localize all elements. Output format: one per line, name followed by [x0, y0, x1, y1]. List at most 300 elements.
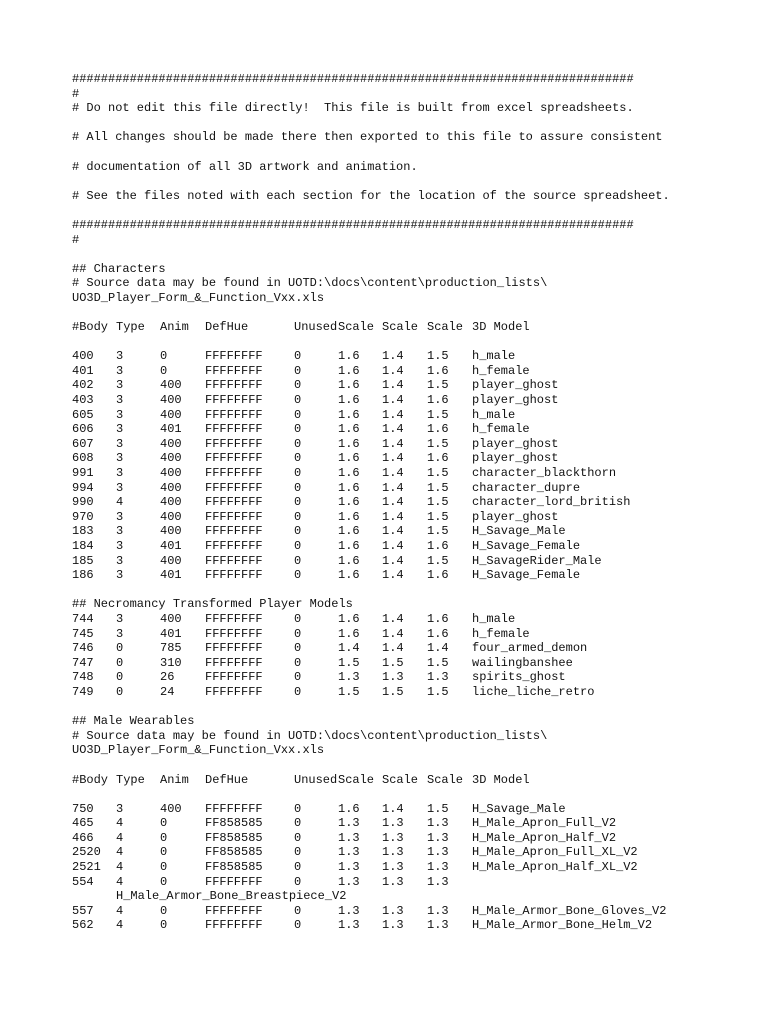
table-cell-body: 747 [72, 655, 94, 670]
table-cell-unused: 0 [294, 830, 302, 845]
note-line: # See the files noted with each section for the location of the source spreadsheet. [72, 188, 670, 203]
table-cell-scale-3: 1.5 [427, 378, 449, 393]
table-cell-scale-3: 1.3 [427, 860, 449, 875]
table-cell-defhue: FFFFFFFF [205, 436, 263, 451]
table-cell-scale-1: 1.3 [338, 903, 360, 918]
table-cell-anim: 0 [160, 874, 168, 889]
table-cell-unused: 0 [294, 422, 302, 437]
column-header-body: #Body [72, 772, 109, 787]
table-cell-scale-3: 1.3 [427, 845, 449, 860]
table-cell-type: 3 [116, 553, 124, 568]
column-header-type: Type [116, 320, 145, 335]
table-cell-model: character_dupre [472, 480, 581, 495]
table-cell-type: 4 [116, 495, 124, 510]
table-cell-unused: 0 [294, 874, 302, 889]
document-page [72, 72, 752, 933]
table-cell-scale-3: 1.5 [427, 466, 449, 481]
table-row [72, 378, 752, 393]
table-row [72, 422, 752, 437]
table-cell-anim: 785 [160, 641, 182, 656]
table-row [72, 495, 752, 510]
column-header-scale-2: Scale [382, 320, 419, 335]
table-cell-anim: 0 [160, 816, 168, 831]
table-cell-anim: 400 [160, 407, 182, 422]
table-cell-type: 3 [116, 378, 124, 393]
table-cell-unused: 0 [294, 436, 302, 451]
table-row [72, 510, 752, 525]
column-header-defhue: DefHue [205, 320, 249, 335]
table-cell-unused: 0 [294, 845, 302, 860]
table-cell-unused: 0 [294, 568, 302, 583]
table-cell-scale-3: 1.6 [427, 422, 449, 437]
table-cell-anim: 400 [160, 393, 182, 408]
table-cell-unused: 0 [294, 553, 302, 568]
table-cell-scale-1: 1.6 [338, 568, 360, 583]
column-header-unused: Unused [294, 320, 338, 335]
male-wearables-table-cont [72, 904, 752, 933]
table-cell-scale-2: 1.3 [382, 918, 404, 933]
table-row [72, 364, 752, 379]
table-cell-model: h_male [472, 349, 516, 364]
hash-rule-tail: # [72, 86, 80, 101]
table-cell-body: 991 [72, 466, 94, 481]
table-row [72, 349, 752, 364]
table-cell-unused: 0 [294, 466, 302, 481]
table-cell-anim: 0 [160, 830, 168, 845]
column-header-scale-1: Scale [338, 772, 375, 787]
table-cell-type: 4 [116, 830, 124, 845]
table-cell-anim: 400 [160, 451, 182, 466]
table-cell-defhue: FFFFFFFF [205, 524, 263, 539]
table-cell-scale-1: 1.6 [338, 480, 360, 495]
table-cell-scale-2: 1.3 [382, 830, 404, 845]
source-file: UO3D_Player_Form_&_Function_Vxx.xls [72, 290, 325, 305]
table-cell-scale-1: 1.3 [338, 670, 360, 685]
table-cell-unused: 0 [294, 480, 302, 495]
table-cell-scale-1: 1.5 [338, 684, 360, 699]
table-row [72, 451, 752, 466]
table-cell-unused: 0 [294, 670, 302, 685]
table-row [72, 831, 752, 846]
table-cell-scale-2: 1.4 [382, 495, 404, 510]
table-cell-scale-3: 1.6 [427, 611, 449, 626]
table-cell-defhue: FFFFFFFF [205, 451, 263, 466]
table-cell-model: four_armed_demon [472, 641, 588, 656]
table-cell-body: 607 [72, 436, 94, 451]
table-cell-defhue: FF858585 [205, 830, 263, 845]
table-cell-model: player_ghost [472, 509, 559, 524]
table-cell-scale-1: 1.6 [338, 553, 360, 568]
table-cell-scale-1: 1.6 [338, 524, 360, 539]
table-cell-defhue: FFFFFFFF [205, 539, 263, 553]
table-cell-body: 970 [72, 509, 94, 524]
section-title-necromancy: ## Necromancy Transformed Player Models [72, 597, 353, 612]
table-cell-scale-2: 1.4 [382, 436, 404, 451]
table-cell-defhue: FFFFFFFF [205, 918, 263, 933]
table-cell-type: 0 [116, 641, 124, 656]
table-cell-model: character_blackthorn [472, 466, 617, 481]
table-cell-defhue: FFFFFFFF [205, 363, 263, 378]
table-cell-anim: 0 [160, 860, 168, 875]
table-row [72, 627, 752, 642]
table-cell-defhue: FFFFFFFF [205, 422, 263, 437]
table-cell-defhue: FFFFFFFF [205, 801, 263, 816]
table-cell-anim: 400 [160, 378, 182, 393]
table-cell-scale-1: 1.6 [338, 466, 360, 481]
table-cell-body: 2520 [72, 845, 101, 860]
column-header-model: 3D Model [472, 320, 530, 335]
table-cell-model: H_Male_Armor_Bone_Gloves_V2 [472, 903, 667, 918]
table-cell-scale-2: 1.4 [382, 393, 404, 408]
table-cell-body: 183 [72, 524, 94, 539]
source-line: # Source data may be found in UOTD:\docs\content\production_lists\ [72, 728, 548, 743]
table-cell-scale-1: 1.3 [338, 830, 360, 845]
table-row [72, 670, 752, 685]
table-cell-model: H_SavageRider_Male [472, 553, 602, 568]
table-cell-scale-2: 1.3 [382, 903, 404, 918]
table-cell-unused: 0 [294, 626, 302, 641]
table-cell-anim: 400 [160, 801, 182, 816]
table-cell-anim: 401 [160, 539, 182, 553]
table-cell-defhue: FFFFFFFF [205, 407, 263, 422]
table-cell-scale-1: 1.3 [338, 874, 360, 889]
table-row [72, 685, 752, 700]
note-line: # All changes should be made there then exported to this file to assure consistent [72, 130, 663, 145]
table-cell-scale-3: 1.3 [427, 903, 449, 918]
table-row [72, 656, 752, 671]
table-cell-defhue: FFFFFFFF [205, 480, 263, 495]
table-cell-scale-2: 1.4 [382, 407, 404, 422]
table-cell-model: liche_liche_retro [472, 684, 595, 699]
table-row [72, 539, 752, 554]
table-cell-unused: 0 [294, 495, 302, 510]
table-cell-defhue: FFFFFFFF [205, 466, 263, 481]
hash-rule-tail: # [72, 232, 80, 247]
table-cell-type: 3 [116, 436, 124, 451]
table-cell-defhue: FFFFFFFF [205, 641, 263, 656]
table-cell-unused: 0 [294, 641, 302, 656]
table-cell-defhue: FFFFFFFF [205, 903, 263, 918]
table-cell-scale-1: 1.4 [338, 641, 360, 656]
table-row [72, 466, 752, 481]
table-cell-unused: 0 [294, 816, 302, 831]
table-row [72, 612, 752, 627]
table-row [72, 481, 752, 496]
table-cell-scale-1: 1.6 [338, 626, 360, 641]
table-cell-defhue: FFFFFFFF [205, 626, 263, 641]
table-cell-body: 562 [72, 918, 94, 933]
table-cell-scale-2: 1.5 [382, 684, 404, 699]
table-cell-type: 0 [116, 655, 124, 670]
table-cell-scale-3: 1.5 [427, 495, 449, 510]
table-cell-scale-1: 1.6 [338, 393, 360, 408]
table-cell-scale-1: 1.6 [338, 539, 360, 553]
hash-rule: ############################################################################## [72, 217, 634, 232]
table-cell-scale-2: 1.4 [382, 801, 404, 816]
table-cell-unused: 0 [294, 860, 302, 875]
table-cell-model: H_Male_Apron_Half_XL_V2 [472, 860, 638, 875]
necromancy-table [72, 612, 752, 700]
table-cell-defhue: FF858585 [205, 816, 263, 831]
table-cell-scale-1: 1.6 [338, 378, 360, 393]
table-cell-unused: 0 [294, 509, 302, 524]
table-cell-body: 185 [72, 553, 94, 568]
table-cell-defhue: FF858585 [205, 845, 263, 860]
table-cell-model: H_Male_Apron_Full_XL_V2 [472, 845, 638, 860]
table-cell-model: h_female [472, 422, 530, 437]
table-cell-defhue: FFFFFFFF [205, 509, 263, 524]
table-cell-model: wailingbanshee [472, 655, 573, 670]
table-cell-anim: 401 [160, 422, 182, 437]
table-cell-type: 4 [116, 860, 124, 875]
table-cell-unused: 0 [294, 407, 302, 422]
table-cell-unused: 0 [294, 801, 302, 816]
table-cell-body: 606 [72, 422, 94, 437]
note-line: # documentation of all 3D artwork and animation. [72, 159, 418, 174]
column-header-body: #Body [72, 320, 109, 335]
table-cell-anim: 400 [160, 509, 182, 524]
table-cell-scale-3: 1.6 [427, 539, 449, 553]
table-cell-anim: 0 [160, 903, 168, 918]
table-cell-scale-2: 1.4 [382, 553, 404, 568]
section-title-characters: ## Characters [72, 261, 166, 276]
table-cell-scale-3: 1.6 [427, 451, 449, 466]
table-row [72, 918, 752, 933]
table-cell-scale-3: 1.5 [427, 407, 449, 422]
table-cell-type: 4 [116, 845, 124, 860]
column-header-anim: Anim [160, 772, 189, 787]
table-cell-anim: 400 [160, 611, 182, 626]
table-cell-body: 990 [72, 495, 94, 510]
column-header-model: 3D Model [472, 772, 530, 787]
table-cell-anim: 0 [160, 363, 168, 378]
table-cell-body: 403 [72, 393, 94, 408]
table-cell-scale-2: 1.3 [382, 845, 404, 860]
table-cell-body: 402 [72, 378, 94, 393]
table-cell-body: 750 [72, 801, 94, 816]
table-cell-scale-3: 1.3 [427, 830, 449, 845]
table-cell-scale-3: 1.6 [427, 393, 449, 408]
table-cell-defhue: FF858585 [205, 860, 263, 875]
table-cell-scale-3: 1.5 [427, 801, 449, 816]
table-cell-unused: 0 [294, 611, 302, 626]
source-line: # Source data may be found in UOTD:\docs\content\production_lists\ [72, 276, 548, 291]
table-cell-anim: 310 [160, 655, 182, 670]
table-cell-type: 3 [116, 407, 124, 422]
table-cell-scale-2: 1.4 [382, 626, 404, 641]
table-cell-scale-2: 1.3 [382, 670, 404, 685]
table-cell-scale-1: 1.6 [338, 509, 360, 524]
table-cell-scale-1: 1.6 [338, 349, 360, 364]
table-cell-unused: 0 [294, 363, 302, 378]
table-cell-scale-3: 1.5 [427, 509, 449, 524]
table-cell-scale-3: 1.4 [427, 641, 449, 656]
table-cell-model: h_female [472, 363, 530, 378]
table-cell-type: 0 [116, 684, 124, 699]
table-row [72, 393, 752, 408]
table-cell-model: player_ghost [472, 378, 559, 393]
table-cell-defhue: FFFFFFFF [205, 568, 263, 583]
table-cell-unused: 0 [294, 684, 302, 699]
table-cell-scale-1: 1.3 [338, 918, 360, 933]
table-cell-type: 3 [116, 611, 124, 626]
table-cell-unused: 0 [294, 655, 302, 670]
section-title-male-wearables: ## Male Wearables [72, 714, 195, 729]
table-cell-model: H_Male_Armor_Bone_Helm_V2 [472, 918, 653, 933]
table-cell-anim: 401 [160, 568, 182, 583]
table-cell-anim: 0 [160, 349, 168, 364]
table-cell-defhue: FFFFFFFF [205, 655, 263, 670]
table-cell-unused: 0 [294, 524, 302, 539]
table-row [72, 802, 752, 817]
table-cell-scale-3: 1.6 [427, 363, 449, 378]
table-cell-type: 3 [116, 393, 124, 408]
table-cell-defhue: FFFFFFFF [205, 874, 263, 889]
table-cell-scale-2: 1.4 [382, 509, 404, 524]
table-cell-scale-2: 1.4 [382, 466, 404, 481]
table-cell-scale-3: 1.6 [427, 568, 449, 583]
table-cell-scale-2: 1.3 [382, 816, 404, 831]
column-header-scale-3: Scale [427, 772, 464, 787]
table-row [72, 860, 752, 875]
table-cell-body: 605 [72, 407, 94, 422]
table-cell-body: 557 [72, 903, 94, 918]
table-cell-scale-1: 1.6 [338, 451, 360, 466]
male-wearables-table [72, 802, 752, 890]
table-cell-body: 400 [72, 349, 94, 364]
column-header-type: Type [116, 772, 145, 787]
table-cell-model: player_ghost [472, 436, 559, 451]
table-cell-scale-3: 1.3 [427, 816, 449, 831]
table-cell-scale-1: 1.5 [338, 655, 360, 670]
table-cell-defhue: FFFFFFFF [205, 378, 263, 393]
table-cell-body: 466 [72, 830, 94, 845]
table-cell-type: 3 [116, 466, 124, 481]
table-cell-scale-2: 1.4 [382, 349, 404, 364]
table-cell-scale-1: 1.6 [338, 801, 360, 816]
table-cell-defhue: FFFFFFFF [205, 611, 263, 626]
column-header-unused: Unused [294, 772, 338, 787]
table-cell-body: 746 [72, 641, 94, 656]
table-cell-scale-3: 1.3 [427, 670, 449, 685]
table-row [72, 904, 752, 919]
column-header-defhue: DefHue [205, 772, 249, 787]
table-cell-body: 994 [72, 480, 94, 495]
column-header-scale-3: Scale [427, 320, 464, 335]
table-cell-defhue: FFFFFFFF [205, 495, 263, 510]
table-cell-body: 554 [72, 874, 94, 889]
table-cell-scale-3: 1.5 [427, 436, 449, 451]
table-row [72, 845, 752, 860]
table-cell-scale-2: 1.3 [382, 860, 404, 875]
table-cell-unused: 0 [294, 378, 302, 393]
table-cell-scale-3: 1.5 [427, 524, 449, 539]
table-cell-model: H_Male_Apron_Half_V2 [472, 830, 617, 845]
table-cell-body: 748 [72, 670, 94, 685]
table-row [72, 554, 752, 569]
table-cell-scale-3: 1.3 [427, 918, 449, 933]
table-cell-scale-2: 1.5 [382, 655, 404, 670]
table-cell-scale-1: 1.6 [338, 422, 360, 437]
table-cell-type: 3 [116, 451, 124, 466]
table-cell-type: 4 [116, 918, 124, 933]
table-cell-scale-2: 1.4 [382, 363, 404, 378]
table-cell-scale-2: 1.4 [382, 611, 404, 626]
table-cell-type: 3 [116, 524, 124, 539]
table-cell-unused: 0 [294, 349, 302, 364]
table-cell-body: 2521 [72, 860, 101, 875]
table-cell-anim: 400 [160, 524, 182, 539]
column-header-row [72, 773, 752, 788]
table-cell-scale-3: 1.5 [427, 349, 449, 364]
table-cell-scale-3: 1.5 [427, 480, 449, 495]
table-cell-model: player_ghost [472, 451, 559, 466]
note-line: # Do not edit this file directly! This file is built from excel spreadsheets. [72, 101, 634, 116]
table-row [72, 568, 752, 583]
table-cell-anim: 400 [160, 466, 182, 481]
table-cell-model: h_male [472, 407, 516, 422]
table-cell-anim: 400 [160, 480, 182, 495]
wrapped-model-line [72, 889, 752, 904]
table-cell-body: 186 [72, 568, 94, 583]
table-cell-scale-2: 1.4 [382, 641, 404, 656]
table-row [72, 641, 752, 656]
table-cell-scale-3: 1.6 [427, 626, 449, 641]
table-cell-type: 0 [116, 670, 124, 685]
table-cell-model: h_female [472, 626, 530, 641]
table-cell-scale-1: 1.3 [338, 816, 360, 831]
table-cell-body: 184 [72, 539, 94, 553]
table-row [72, 524, 752, 539]
table-cell-type: 3 [116, 626, 124, 641]
table-cell-model: H_Male_Armor_Bone_Breastpiece_V2 [116, 889, 347, 904]
table-cell-anim: 401 [160, 626, 182, 641]
table-cell-anim: 26 [160, 670, 175, 685]
table-cell-defhue: FFFFFFFF [205, 393, 263, 408]
table-cell-type: 4 [116, 903, 124, 918]
table-cell-type: 3 [116, 539, 124, 553]
table-cell-anim: 0 [160, 918, 168, 933]
table-cell-body: 465 [72, 816, 94, 831]
source-file: UO3D_Player_Form_&_Function_Vxx.xls [72, 743, 325, 758]
table-cell-model: H_Savage_Female [472, 539, 581, 553]
table-cell-scale-1: 1.3 [338, 845, 360, 860]
table-cell-body: 401 [72, 363, 94, 378]
hash-rule: ############################################################################## [72, 72, 634, 86]
characters-table [72, 349, 752, 583]
table-cell-anim: 400 [160, 436, 182, 451]
table-cell-scale-1: 1.6 [338, 363, 360, 378]
table-cell-defhue: FFFFFFFF [205, 349, 263, 364]
table-cell-type: 3 [116, 801, 124, 816]
table-cell-anim: 0 [160, 845, 168, 860]
table-cell-unused: 0 [294, 539, 302, 553]
table-cell-body: 745 [72, 626, 94, 641]
table-cell-scale-2: 1.4 [382, 480, 404, 495]
table-cell-body: 744 [72, 611, 94, 626]
table-cell-model: character_lord_british [472, 495, 631, 510]
table-cell-scale-1: 1.6 [338, 611, 360, 626]
table-cell-body: 608 [72, 451, 94, 466]
table-cell-type: 3 [116, 568, 124, 583]
table-cell-defhue: FFFFFFFF [205, 670, 263, 685]
table-cell-type: 3 [116, 349, 124, 364]
table-cell-type: 3 [116, 422, 124, 437]
table-cell-scale-3: 1.5 [427, 553, 449, 568]
table-cell-scale-2: 1.4 [382, 422, 404, 437]
table-cell-scale-1: 1.3 [338, 860, 360, 875]
table-cell-scale-3: 1.5 [427, 684, 449, 699]
